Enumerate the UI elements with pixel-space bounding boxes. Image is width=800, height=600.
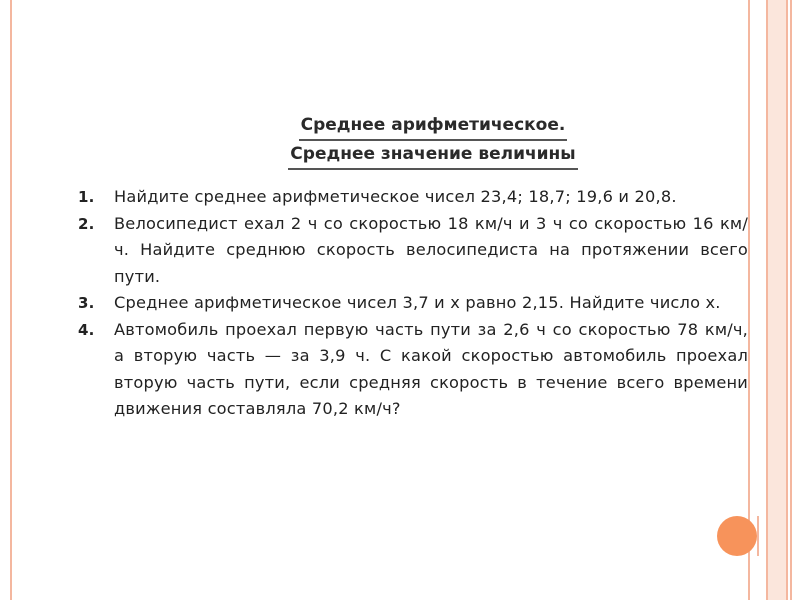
heading-line-1: Среднее арифметическое.: [299, 112, 568, 141]
heading-line-2: Среднее значение величины: [288, 141, 577, 170]
decorative-side-line: [790, 0, 792, 600]
problem-text: Велосипедист ехал 2 ч со скоростью 18 км/ч и 3 ч со скоростью 16 км/ч. Найдите среднюю скорость велосипедиста на протяжении всего пути.: [114, 213, 748, 286]
decorative-accent-circle: [717, 516, 757, 556]
decorative-tick-line: [757, 516, 759, 556]
problem-number: 4.: [78, 320, 95, 339]
problem-number: 2.: [78, 214, 95, 233]
problem-item: [78, 317, 748, 423]
problem-item: [78, 211, 748, 291]
textbook-excerpt: [78, 112, 748, 423]
problem-item: [78, 184, 748, 211]
problem-text: Автомобиль проехал первую часть пути за 2,6 ч со скоростью 78 км/ч, а вторую часть — за 3,9 ч. С какой скоростью автомобиль проехал вторую часть пути, если средняя скорость в течение всего времени движения составляла 70,2 км/ч?: [114, 319, 748, 418]
decorative-side-band: [766, 0, 788, 600]
problem-text: Среднее арифметическое чисел 3,7 и x равно 2,15. Найдите число x.: [114, 293, 721, 312]
problem-text: Найдите среднее арифметическое чисел 23,4; 18,7; 19,6 и 20,8.: [114, 187, 677, 206]
problem-item: [78, 290, 748, 317]
problem-number: 3.: [78, 294, 95, 312]
section-heading: [118, 112, 748, 170]
problem-number: 1.: [78, 188, 95, 206]
